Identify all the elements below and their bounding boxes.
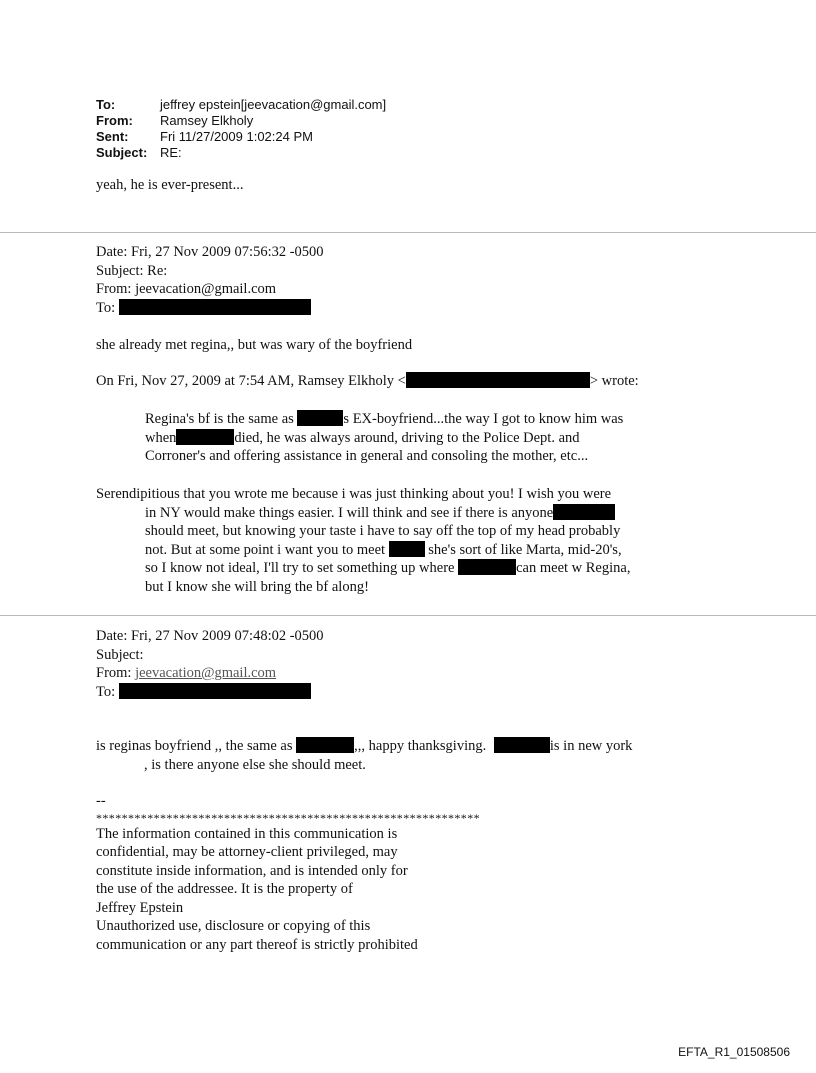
body-line: , is there anyone else she should meet. <box>144 756 366 773</box>
header-from: From: Ramsey Elkholy <box>96 113 254 128</box>
quoted-text <box>145 410 623 466</box>
divider <box>0 232 816 233</box>
quote-line: Corroner's and offering assistance in general and consoling the mother, etc... <box>145 448 589 464</box>
msg3-headers <box>96 627 324 701</box>
para-line: not. But at some point i want you to meet she's sort of like Marta, mid-20's, <box>145 541 622 558</box>
msg2-headers <box>96 243 324 317</box>
sig-line: The information contained in this communication is <box>96 825 398 842</box>
header-subject: Subject: RE: <box>96 145 182 160</box>
msg2-from: From: jeevacation@gmail.com <box>96 281 277 297</box>
document-id: EFTA_R1_01508506 <box>678 1045 790 1059</box>
redaction <box>297 410 343 426</box>
msg3-body <box>96 737 632 774</box>
sig-line: confidential, may be attorney-client privileged, may <box>96 844 398 860</box>
msg3-from: From: jeevacation@gmail.com <box>96 665 277 681</box>
sig-line: Unauthorized use, disclosure or copying of this <box>96 918 371 934</box>
sig-dashes: -- <box>96 793 106 809</box>
redaction <box>119 683 311 699</box>
redaction <box>553 504 615 520</box>
redaction <box>119 299 311 315</box>
sig-line: the use of the addressee. It is the property of <box>96 881 353 897</box>
msg2-on-wrote: On Fri, Nov 27, 2009 at 7:54 AM, Ramsey Elkholy < > wrote: <box>96 373 639 389</box>
redaction <box>176 429 234 445</box>
para-line: but I know she will bring the bf along! <box>145 578 369 595</box>
para-line: should meet, but knowing your taste i have to say off the top of my head probably <box>145 523 621 539</box>
para-line: Serendipitious that you wrote me because i was just thinking about you! I wish you were <box>96 486 612 502</box>
quote-line: when died, he was always around, driving to the Police Dept. and <box>145 429 580 446</box>
redaction <box>494 737 550 753</box>
msg2-subject: Subject: Re: <box>96 262 168 279</box>
sig-line: Jeffrey Epstein <box>96 899 184 916</box>
header-to: To: jeffrey epstein[jeevacation@gmail.com] <box>96 97 387 112</box>
sig-line: constitute inside information, and is intended only for <box>96 862 408 879</box>
msg2-date: Date: Fri, 27 Nov 2009 07:56:32 -0500 <box>96 244 324 260</box>
sig-line: communication or any part thereof is strictly prohibited <box>96 936 418 953</box>
sig-stars: ************************************************************ <box>96 810 480 825</box>
email-link[interactable]: jeevacation@gmail.com <box>135 665 277 681</box>
redaction <box>296 737 354 753</box>
msg3-subject: Subject: <box>96 646 144 663</box>
para-line: so I know not ideal, I'll try to set something up where can meet w Regina, <box>145 560 631 576</box>
redaction <box>389 541 425 557</box>
email-header <box>96 97 386 161</box>
msg2-paragraph <box>96 485 630 596</box>
redaction <box>406 372 590 388</box>
msg3-to: To: <box>96 683 324 702</box>
quote-line: Regina's bf is the same as s EX-boyfriend...the way I got to know him was <box>145 411 624 427</box>
signature <box>96 792 480 954</box>
header-sent: Sent: Fri 11/27/2009 1:02:24 PM <box>96 129 313 144</box>
redaction <box>458 559 516 575</box>
divider <box>0 615 816 616</box>
msg2-to: To: <box>96 299 324 318</box>
para-line: in NY would make things easier. I will think and see if there is anyone <box>96 504 630 523</box>
body-line: is reginas boyfriend ,, the same as ,,, happy thanksgiving. is in new york <box>96 738 633 754</box>
msg3-date: Date: Fri, 27 Nov 2009 07:48:02 -0500 <box>96 628 324 644</box>
msg2-body: she already met regina,, but was wary of the boyfriend <box>96 337 413 353</box>
reply-body: yeah, he is ever-present... <box>96 177 244 193</box>
